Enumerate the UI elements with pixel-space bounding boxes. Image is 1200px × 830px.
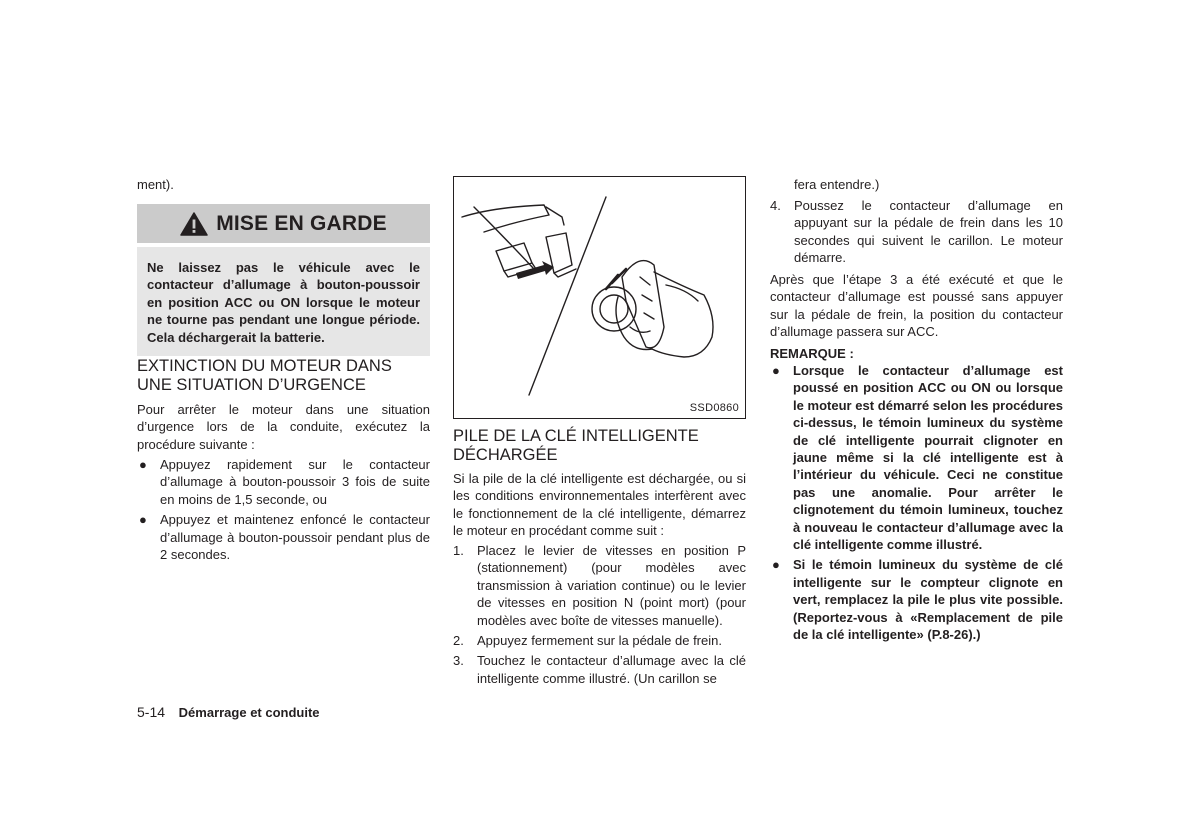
figure-caption: SSD0860 [689, 402, 739, 414]
bullet-icon: ● [772, 363, 780, 378]
list-item [770, 197, 1063, 267]
page-footer [137, 704, 320, 720]
start-procedure-steps-continued [770, 197, 1063, 270]
remark-list [770, 362, 1063, 647]
page-number: 5-14 [137, 704, 166, 720]
list-item [137, 456, 430, 508]
emergency-stop-list [137, 456, 430, 566]
remark-label: REMARQUE : [770, 346, 854, 361]
step-number: 1. [453, 543, 464, 558]
section-heading-emergency-stop: EXTINCTION DU MOTEUR DANS UNE SITUATION D’URGENCE [137, 357, 392, 394]
list-item [453, 652, 746, 687]
warning-triangle-icon [180, 212, 208, 236]
continued-step-fragment: fera entendre.) [794, 177, 880, 192]
list-item [770, 362, 1063, 553]
key-touch-illustration [454, 177, 745, 418]
list-item [770, 556, 1063, 643]
acc-paragraph: Après que l’étape 3 a été exécuté et que le contacteur d’allumage est poussé sans appuyer sur la pédale de frein, la position du contacteur d’allumage passera sur ACC. [770, 272, 1063, 340]
section-title: Démarrage et conduite [178, 705, 320, 720]
bullet-icon: ● [139, 457, 147, 472]
warning-box [137, 204, 430, 356]
key-battery-intro: Si la pile de la clé intelligente est déchargée, ou si les conditions environnementales interfèrent avec le fonctionnement de la clé intelligente, démarrez le moteur en procédant comme suit : [453, 471, 746, 539]
step-text: Appuyez fermement sur la pédale de frein. [477, 633, 722, 649]
warning-header [137, 204, 430, 243]
list-item-text: Appuyez rapidement sur le contacteur d’allumage à bouton-poussoir 3 fois de suite en moins de 1,5 seconde, ou [160, 457, 430, 507]
list-item-text: Lorsque le contacteur d’allumage est poussé en position ACC ou ON ou lorsque le moteur est démarré selon les procédures ci-dessus, le témoin lumineux du système de clé intelligente pourrait clignoter en jaune même si la clé intelligente est à l’intérieur du véhicule. Ceci ne constitue pas une anomalie. Pour arrêter le clignotement du témoin lumineux, touchez à nouveau le contacteur d’allumage avec la clé intelligente comme illustré. [793, 363, 1063, 553]
step-text: Placez le levier de vitesses en position P (stationnement) (pour modèles avec transmission à variation continue) ou le levier de vitesses en position N (point mort) (pour modèles avec boîte de vitesses manuelle). [477, 543, 746, 628]
section-heading-key-battery: PILE DE LA CLÉ INTELLIGENTE DÉCHARGÉE [453, 427, 699, 464]
continued-text-fragment: ment). [137, 177, 174, 192]
illustration-figure [453, 176, 746, 419]
bullet-icon: ● [139, 512, 147, 528]
list-item [453, 632, 746, 649]
emergency-stop-intro: Pour arrêter le moteur dans une situation d’urgence lors de la conduite, exécutez la procédure suivante : [137, 402, 430, 452]
step-number: 4. [770, 198, 781, 213]
list-item-text: Si le témoin lumineux du système de clé intelligente sur le compteur clignote en vert, remplacez la pile le plus vite possible. (Reportez-vous à «Remplacement de pile de la clé intelligente» (P.8-26).) [793, 557, 1063, 643]
warning-title: MISE EN GARDE [216, 211, 387, 235]
bullet-icon: ● [772, 557, 780, 573]
step-text: Touchez le contacteur d’allumage avec la clé intelligente comme illustré. (Un carillon se [477, 653, 746, 686]
list-item-text: Appuyez et maintenez enfoncé le contacteur d’allumage à bouton-poussoir pendant plus de 2 secondes. [160, 512, 430, 563]
list-item [137, 511, 430, 563]
step-text: Poussez le contacteur d’allumage en appuyant sur la pédale de frein dans les 10 secondes qui suivent le carillon. Le moteur démarre. [794, 198, 1063, 266]
list-item [453, 542, 746, 629]
warning-text: Ne laissez pas le véhicule avec le contacteur d’allumage à bouton-poussoir en position ACC ou ON lorsque le moteur ne tourne pas pendant une longue période. Cela déchargerait la batterie. [137, 247, 430, 356]
step-number: 3. [453, 653, 464, 669]
start-procedure-steps [453, 542, 746, 690]
step-number: 2. [453, 633, 464, 649]
